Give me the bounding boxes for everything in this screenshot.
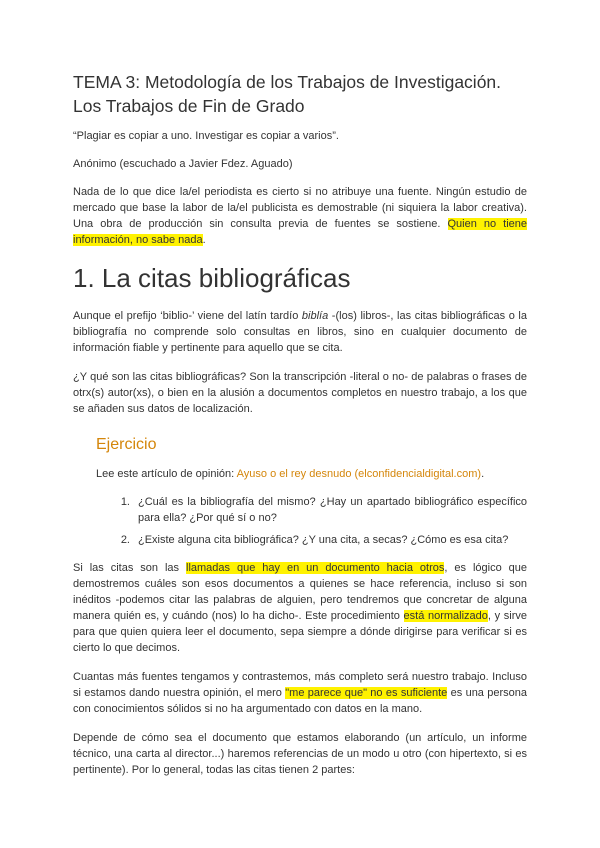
list-item-number: 2. [120, 534, 130, 546]
paragraph-biblio-prefix [73, 308, 527, 356]
exercise-lead [96, 466, 527, 482]
paragraph-definition: ¿Y qué son las citas bibliográficas? Son la transcripción -literal o no- de palabras o frases de otrx(s) autor(xs), o bien en la alusión a documentos completos en nuestro trabajo, a los que se añaden sus datos de localización. [73, 371, 527, 415]
paragraph-citations [73, 560, 527, 656]
list-item-text: ¿Cuál es la bibliografía del mismo? ¿Hay un apartado bibliográfico específico para ella? ¿Por qué sí o no? [138, 496, 527, 524]
p3-text-a: Si las citas son las [73, 562, 186, 574]
p4-text-b: es una persona con conocimientos sólidos si no ha argumentado con datos en la mano. [73, 687, 528, 715]
list-item [96, 494, 527, 526]
p1-text-a: Aunque el prefijo ‘biblio-’ viene del latín tardío [73, 310, 302, 322]
p3-text-b: , es lógico que demostremos cuáles son esos documentos a quienes se hace referencia, incluso si son inéditos -podemos citar las palabras de alguien, pero tendremos que concretar de alguna manera quién es, y cuándo (nos) lo ha dicho-. Este procedimiento [73, 562, 527, 622]
paragraph-sources [73, 669, 527, 717]
intro-end: . [202, 234, 206, 246]
p1-text-b: -(los) libros-, las citas bibliográficas o la bibliografía no comprende solo consultas en libros, sino en cualquier documento de información fiable y pertinente para aquello que se cita. [73, 310, 527, 354]
exercise-lead-end: . [481, 468, 485, 480]
exercise-title: Ejercicio [96, 436, 157, 453]
p1-italic: biblía [301, 310, 329, 322]
intro-text: Nada de lo que dice la/el periodista es cierto si no atribuye una fuente. Ningún estudio de mercado que base la labor de la/el publicista es demostrable (ni siquiera la labor creativa). Una obra de producción sin consulta previa de fuentes se sostiene. [73, 186, 527, 230]
p3-highlight-1: llamadas que hay en un documento hacia otros [186, 562, 445, 574]
p3-text-c: , y sirve para que quien quiera leer el documento, sepa siempre a dónde dirigirse para verificar si es cierto lo que decimos. [73, 610, 527, 654]
paragraph-reference-types: Depende de cómo sea el documento que estamos elaborando (un artículo, un informe técnico, una carta al director...) haremos referencias de un modo u otro (con hipertexto, si es pertinente). Por lo general, todas las citas tienen 2 partes: [73, 732, 527, 776]
article-link[interactable]: Ayuso o el rey desnudo (elconfidencialdigital.com) [236, 468, 482, 480]
list-item [96, 532, 527, 548]
intro-paragraph [73, 184, 527, 248]
epigraph-quote: “Plagiar es copiar a uno. Investigar es copiar a varios”. [73, 130, 339, 142]
intro-highlight: Quien no tiene información, no sabe nada [73, 218, 527, 246]
section-heading: 1. La citas bibliográficas [73, 263, 351, 293]
list-item-number: 1. [120, 496, 130, 508]
exercise-block [73, 430, 527, 548]
p4-text-a: Cuantas más fuentes tengamos y contrastemos, más completo será nuestro trabajo. Incluso si estamos dando nuestra opinión, el mero [73, 671, 527, 699]
epigraph-author: Anónimo (escuchado a Javier Fdez. Aguado) [73, 158, 293, 170]
exercise-lead-text: Lee este artículo de opinión: [96, 468, 237, 480]
p3-highlight-2: está normalizado [403, 610, 488, 622]
p4-highlight: "me parece que" no es suficiente [285, 687, 448, 699]
exercise-list [96, 494, 527, 548]
document-title: TEMA 3: Metodología de los Trabajos de Investigación. Los Trabajos de Fin de Grado [73, 72, 502, 116]
list-item-text: ¿Existe alguna cita bibliográfica? ¿Y una cita, a secas? ¿Cómo es esa cita? [138, 534, 509, 546]
